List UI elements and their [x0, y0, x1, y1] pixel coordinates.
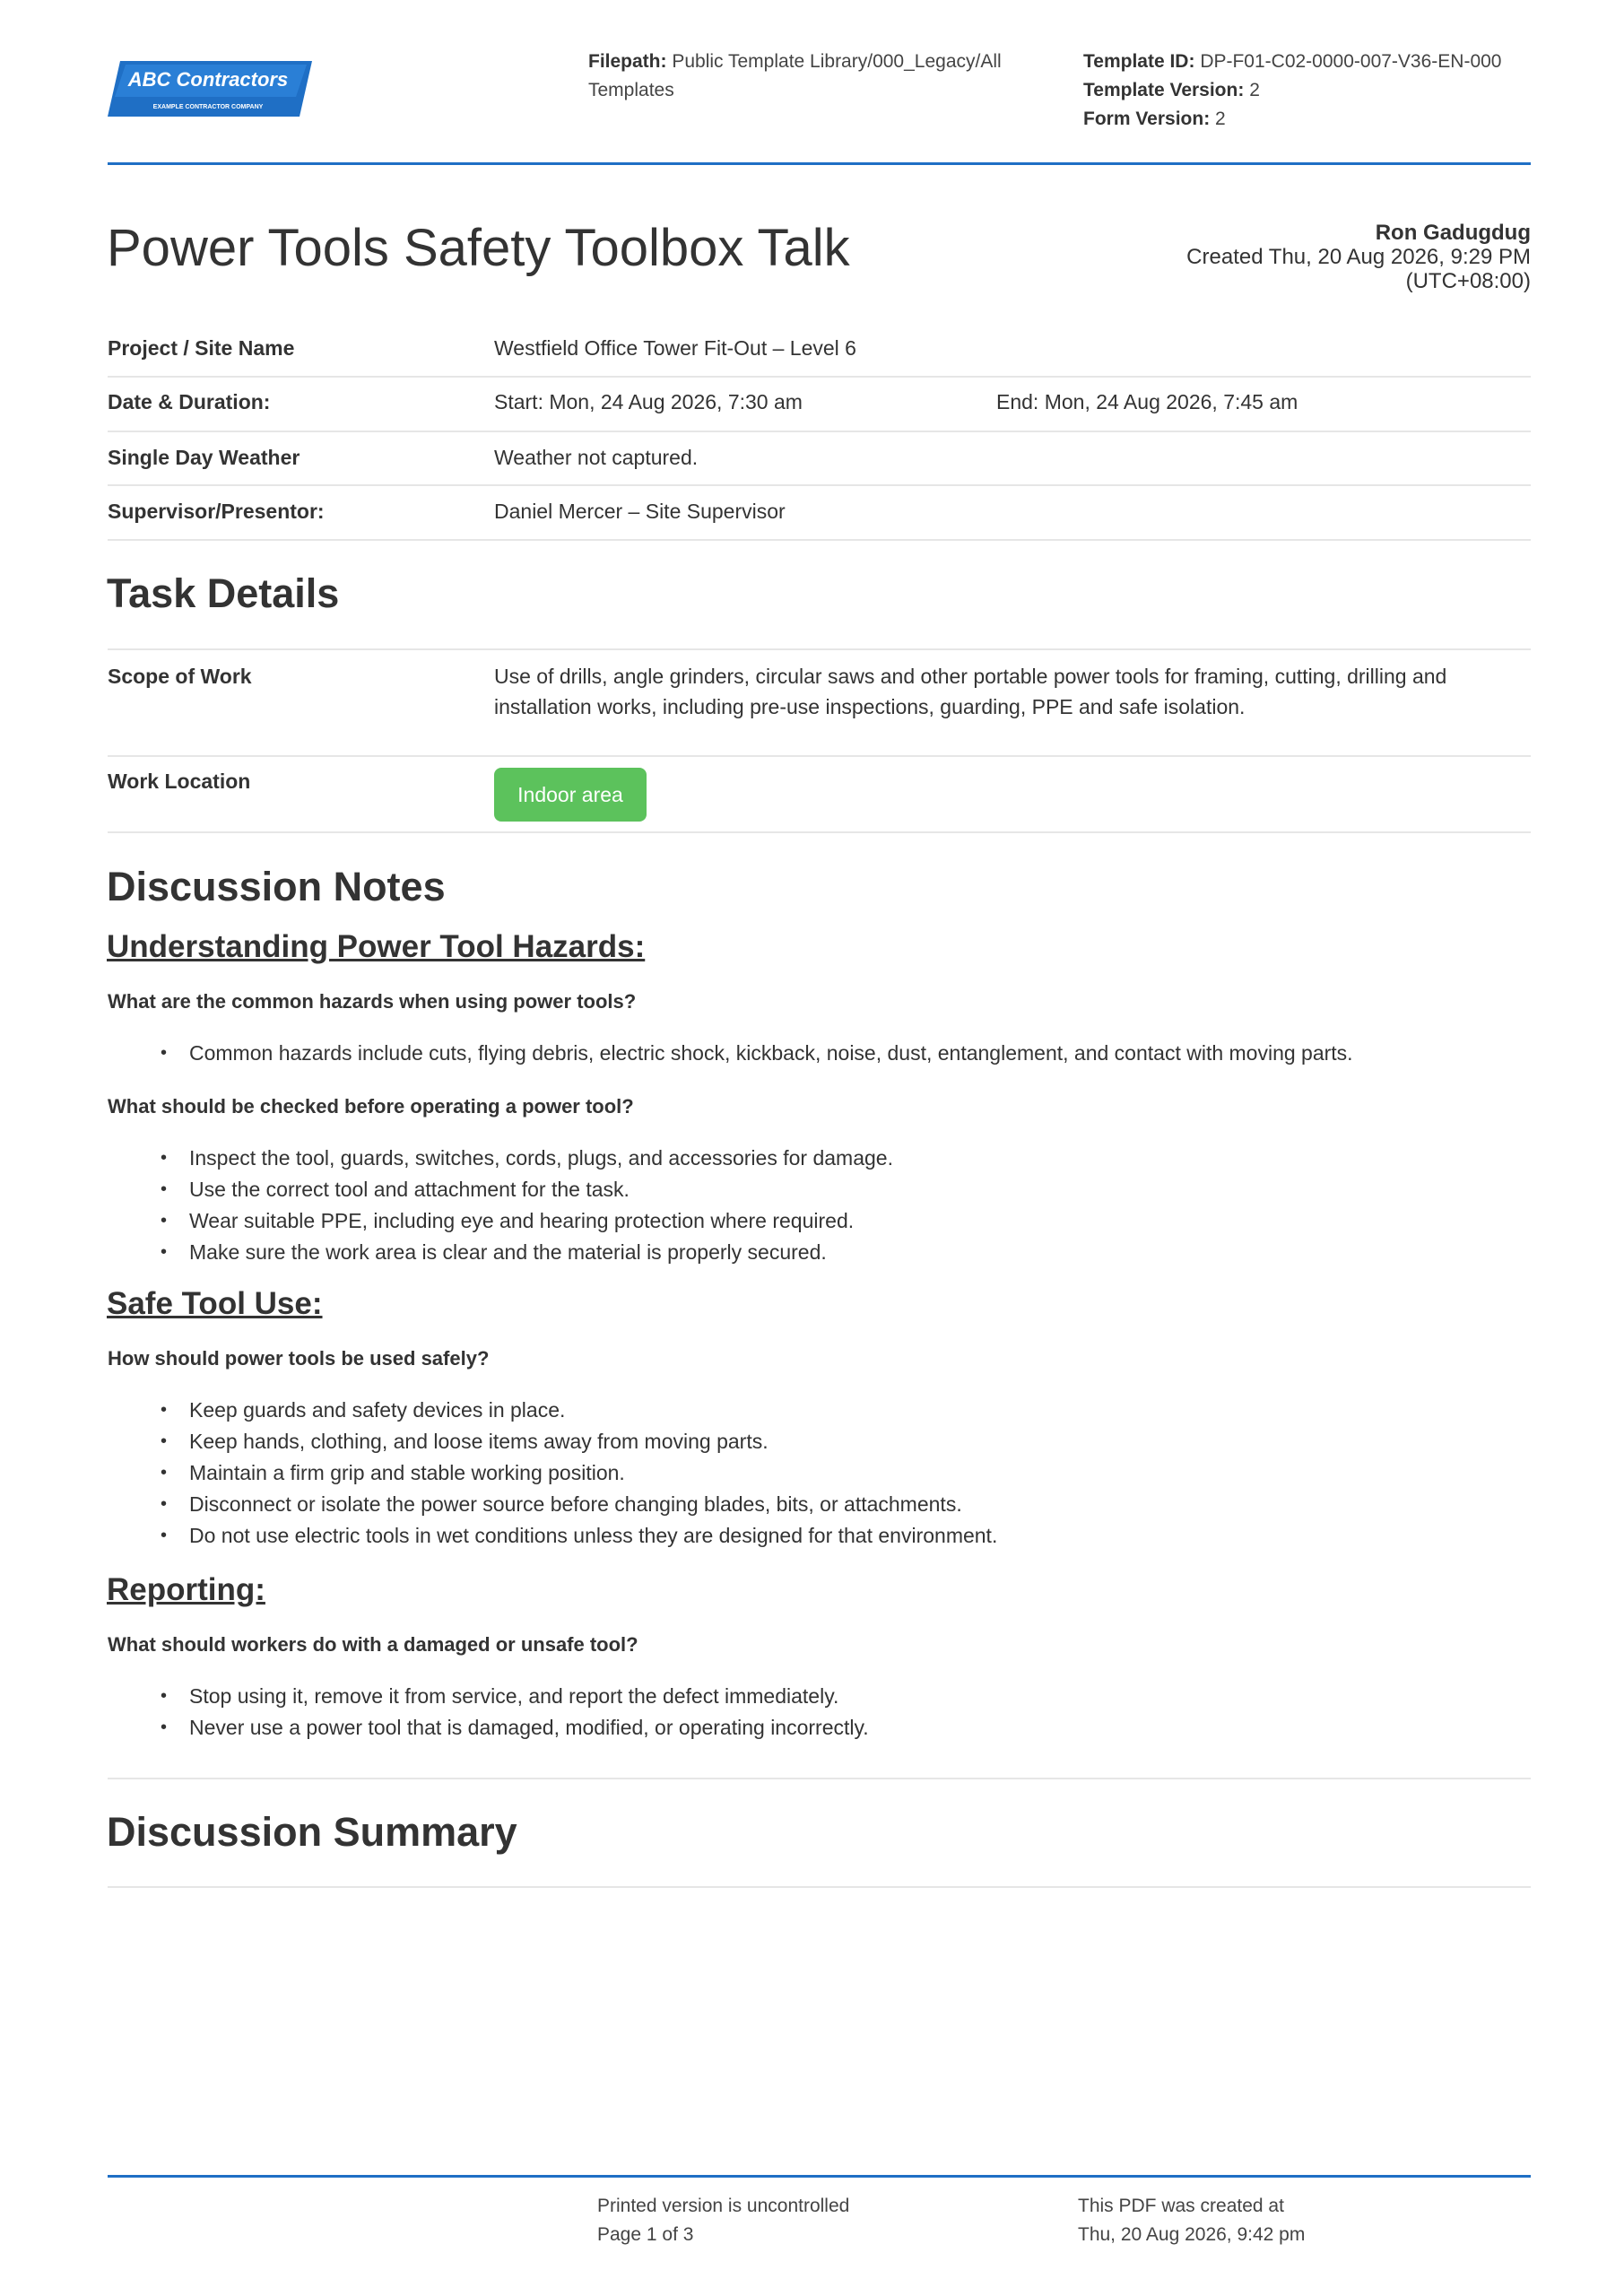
date-end: End: Mon, 24 Aug 2026, 7:45 am: [996, 390, 1298, 413]
scope-value: [494, 661, 1446, 722]
question: What should be checked before operating a power tool?: [108, 1095, 634, 1118]
question: How should power tools be used safely?: [108, 1347, 490, 1370]
header-divider: [108, 162, 1531, 165]
question: What are the common hazards when using power tools?: [108, 990, 637, 1013]
project-label: Project / Site Name: [108, 336, 295, 360]
created-date: Created Thu, 20 Aug 2026, 9:29 PM: [1186, 245, 1531, 269]
document-title: Power Tools Safety Toolbox Talk: [107, 219, 850, 277]
supervisor-label: Supervisor/Presentor:: [108, 500, 325, 523]
list-item: • Maintain a firm grip and stable working position.: [189, 1457, 997, 1489]
hazards-subheading: Understanding Power Tool Hazards:: [107, 929, 646, 964]
info-row-project: [108, 327, 1531, 378]
reporting-subheading: Reporting:: [107, 1572, 265, 1607]
author-name: Ron Gadugdug: [1375, 221, 1531, 245]
list-item: • Disconnect or isolate the power source before changing blades, bits, or attachments.: [189, 1489, 997, 1520]
list-item: • Wear suitable PPE, including eye and hearing protection where required.: [189, 1205, 893, 1237]
list-item: • Make sure the work area is clear and the material is properly secured.: [189, 1237, 893, 1268]
notes-divider: [108, 1778, 1531, 1779]
bullet-list: [189, 1395, 997, 1552]
summary-divider: [108, 1886, 1531, 1888]
template-version-value: 2: [1249, 80, 1260, 100]
task-row-scope: [108, 650, 1531, 757]
filepath-value: Public Template Library/000_Legacy/All Templates: [588, 51, 1002, 100]
location-label: Work Location: [108, 770, 251, 793]
logo-title: ABC Contractors: [127, 68, 289, 91]
author-block: [1186, 221, 1531, 293]
safe-use-subheading: Safe Tool Use:: [107, 1286, 323, 1321]
pdf-created-label: This PDF was created at: [1078, 2196, 1284, 2216]
discussion-notes-heading: Discussion Notes: [107, 864, 446, 909]
info-row-weather: [108, 432, 1531, 486]
location-badge: Indoor area: [494, 768, 647, 822]
weather-label: Single Day Weather: [108, 446, 300, 469]
footer-print-info: [597, 2192, 1046, 2249]
scope-line-2: installation works, including pre-use inspections, guarding, PPE and safe isolation.: [494, 695, 1246, 718]
info-row-date: [108, 378, 1531, 432]
scope-line-1: Use of drills, angle grinders, circular saws and other portable power tools for framing, cutting, drilling and: [494, 665, 1447, 688]
task-row-location: [108, 757, 1531, 833]
page-number: Page 1 of 3: [597, 2224, 694, 2245]
logo-subtitle: EXAMPLE CONTRACTOR COMPANY: [152, 104, 264, 110]
created-timezone: (UTC+08:00): [1405, 269, 1531, 293]
uncontrolled-note: Printed version is uncontrolled: [597, 2196, 850, 2216]
bullet-list: [189, 1681, 869, 1744]
footer-divider: [108, 2175, 1531, 2178]
list-item: • Do not use electric tools in wet conditions unless they are designed for that environment.: [189, 1520, 997, 1552]
company-logo: [108, 59, 312, 118]
weather-value: Weather not captured.: [494, 446, 699, 469]
header-filepath: [588, 48, 1037, 105]
footer-created-info: [1078, 2192, 1526, 2249]
list-item: • Keep hands, clothing, and loose items away from moving parts.: [189, 1426, 997, 1457]
project-value: Westfield Office Tower Fit-Out – Level 6: [494, 336, 856, 360]
info-row-supervisor: [108, 486, 1531, 541]
scope-label: Scope of Work: [108, 665, 252, 688]
form-version-value: 2: [1215, 109, 1226, 129]
template-id-label: Template ID:: [1083, 51, 1195, 72]
discussion-summary-heading: Discussion Summary: [107, 1809, 517, 1855]
template-version-label: Template Version:: [1083, 80, 1245, 100]
supervisor-value: Daniel Mercer – Site Supervisor: [494, 500, 786, 523]
date-start: Start: Mon, 24 Aug 2026, 7:30 am: [494, 390, 803, 413]
list-item: • Keep guards and safety devices in place.: [189, 1395, 997, 1426]
pdf-created-value: Thu, 20 Aug 2026, 9:42 pm: [1078, 2224, 1306, 2245]
list-item: • Use the correct tool and attachment for the task.: [189, 1174, 893, 1205]
date-label: Date & Duration:: [108, 390, 271, 413]
form-version-label: Form Version:: [1083, 109, 1211, 129]
template-id-value: DP-F01-C02-0000-007-V36-EN-000: [1200, 51, 1502, 72]
filepath-label: Filepath:: [588, 51, 667, 72]
bullet-list: [189, 1143, 893, 1268]
bullet-list: [189, 1038, 1353, 1069]
list-item: • Common hazards include cuts, flying debris, electric shock, kickback, noise, dust, entanglement, and contact with moving parts.: [189, 1038, 1353, 1069]
list-item: • Never use a power tool that is damaged, modified, or operating incorrectly.: [189, 1712, 869, 1744]
task-details-heading: Task Details: [107, 570, 340, 616]
header-template-info: [1083, 48, 1532, 134]
list-item: • Stop using it, remove it from service, and report the defect immediately.: [189, 1681, 869, 1712]
question: What should workers do with a damaged or unsafe tool?: [108, 1633, 638, 1656]
list-item: • Inspect the tool, guards, switches, cords, plugs, and accessories for damage.: [189, 1143, 893, 1174]
